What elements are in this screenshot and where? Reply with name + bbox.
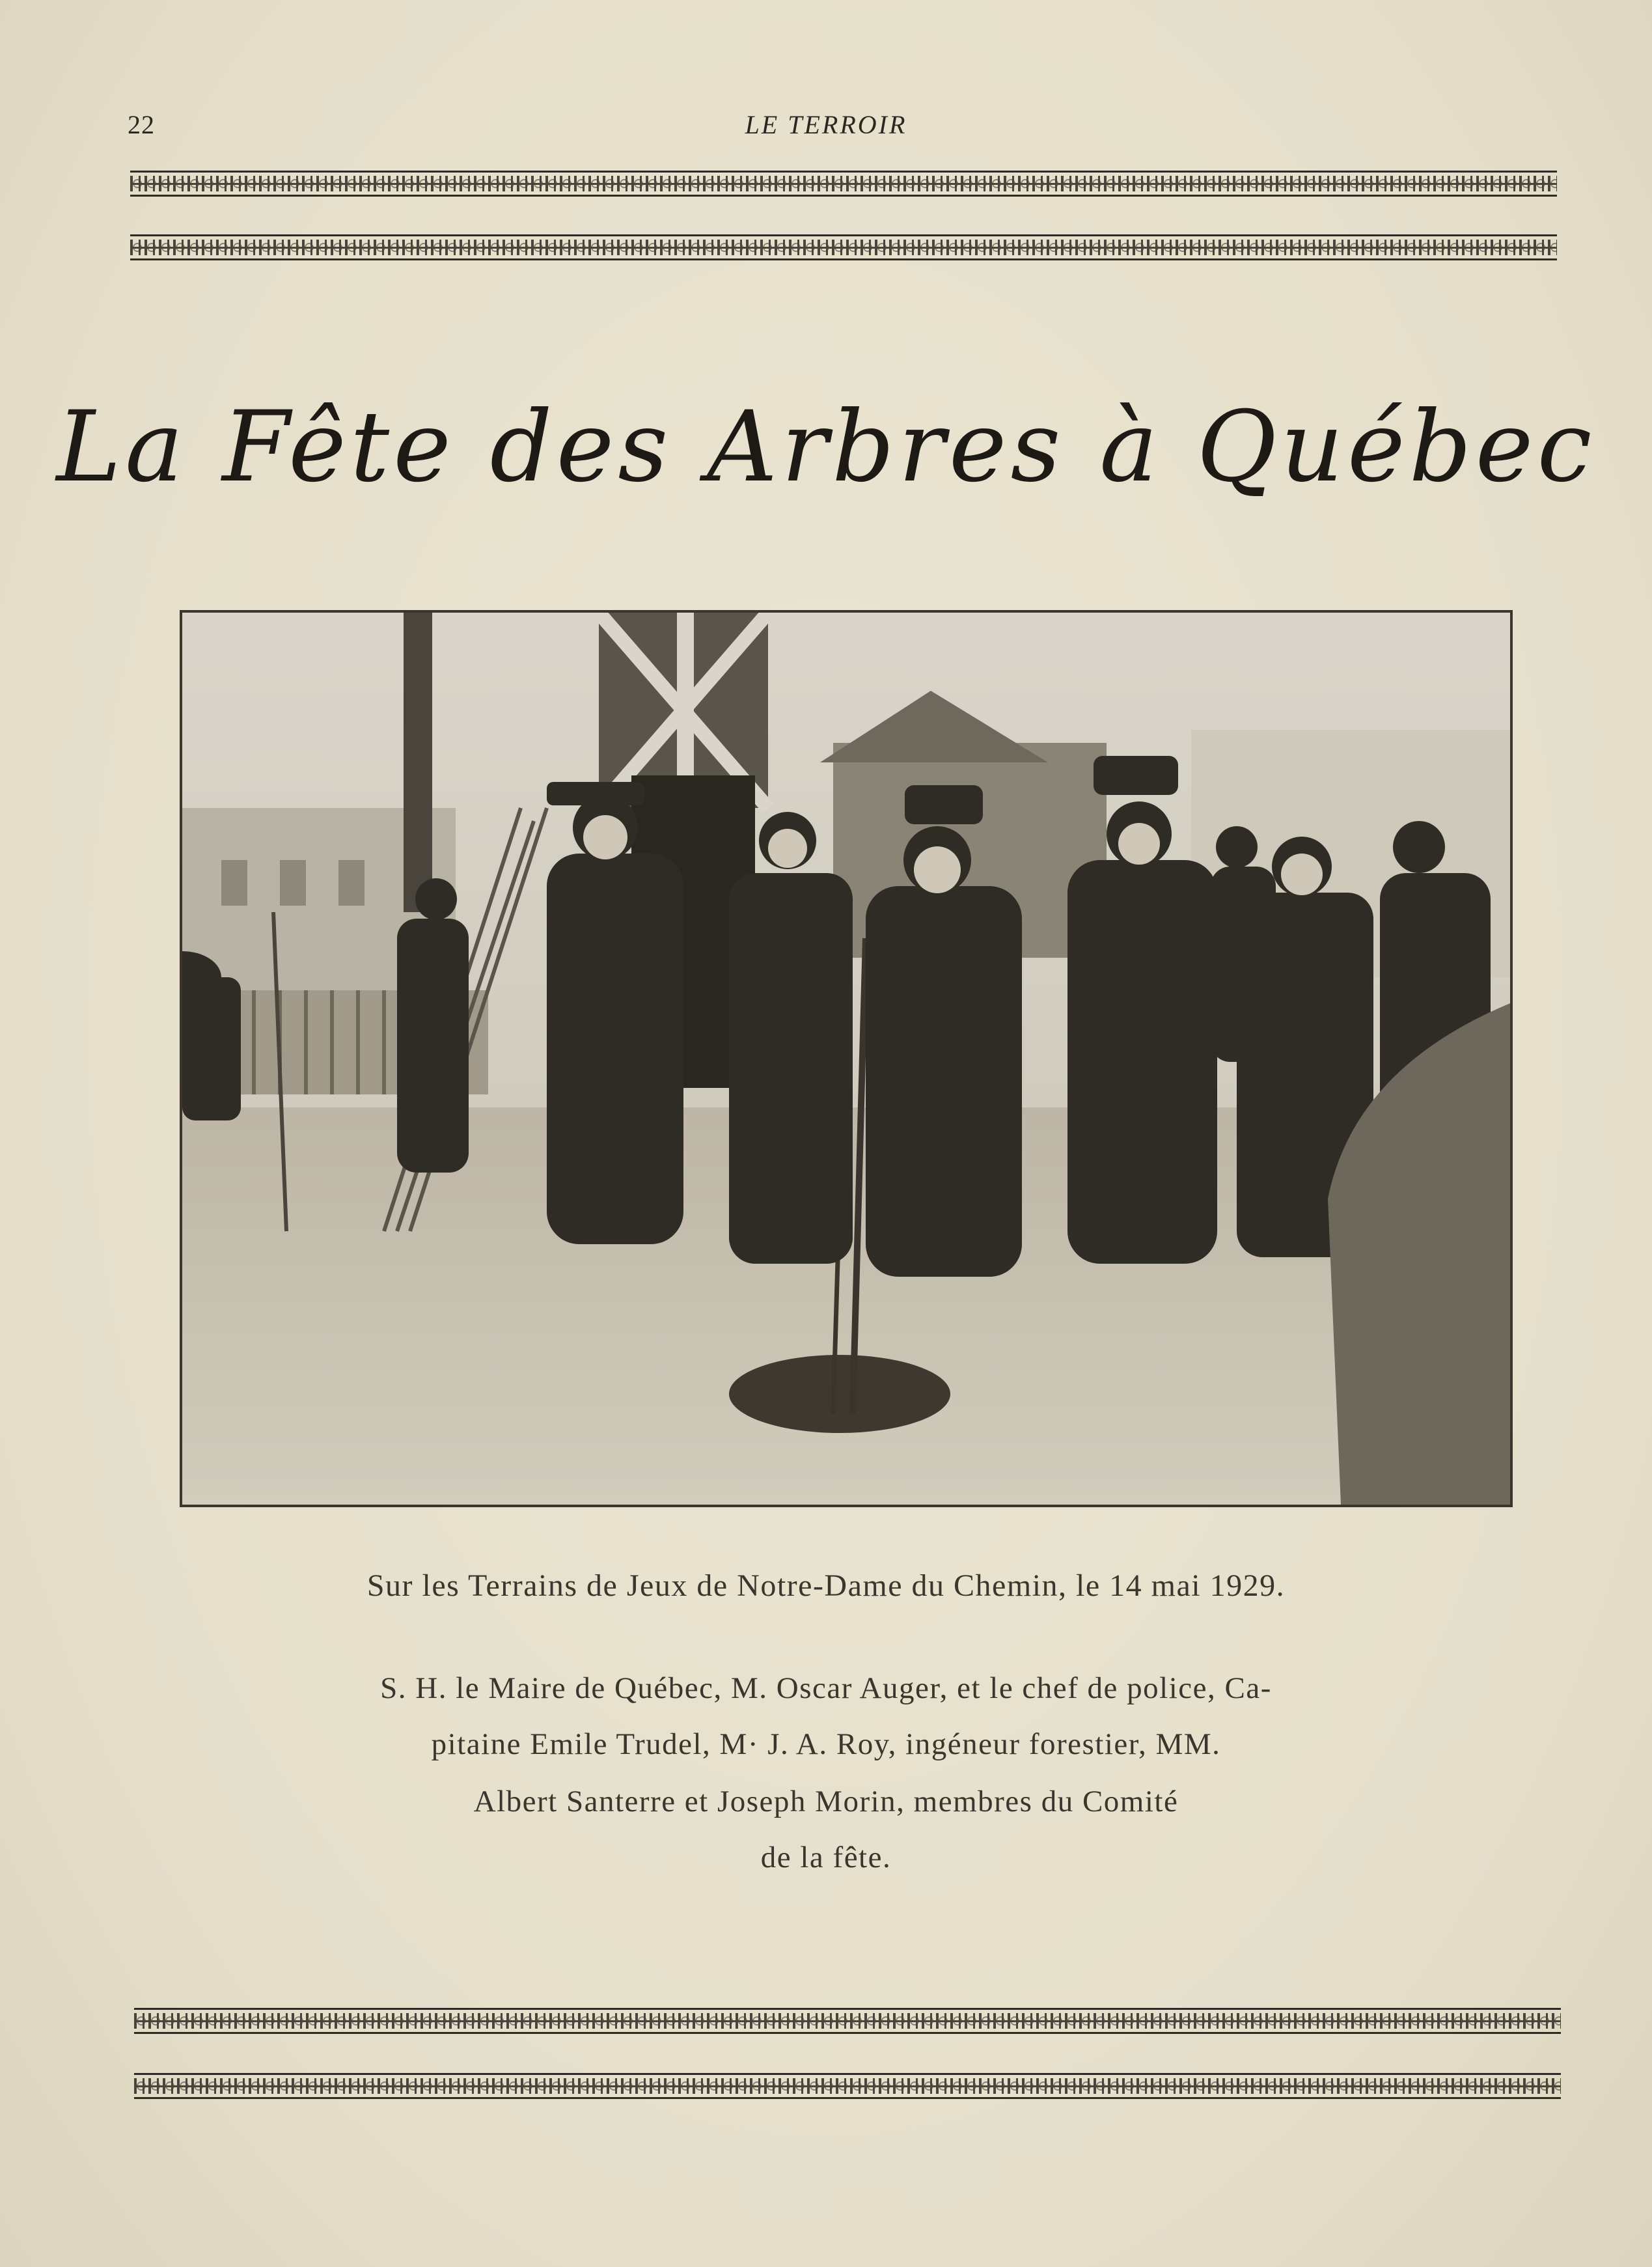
description-line-3: Albert Santerre et Joseph Morin, membres du Comité: [473, 1785, 1179, 1818]
photograph: [180, 610, 1513, 1507]
ornamental-border-bottom-2: [134, 2073, 1561, 2099]
ornamental-border-top-1: [130, 171, 1557, 197]
description-line-2: pitaine Emile Trudel, M· J. A. Roy, ingéneur forestier, MM.: [431, 1727, 1221, 1761]
ornamental-border-bottom-1: [134, 2008, 1561, 2034]
photo-caption: Sur les Terrains de Jeux de Notre-Dame du Chemin, le 14 mai 1929.: [366, 1568, 1286, 1603]
running-head: LE TERROIR: [745, 110, 907, 139]
ornamental-border-top-2: [130, 234, 1557, 260]
photograph-scene: [182, 613, 1510, 1505]
page-number: 22: [128, 110, 155, 139]
description-line-4: de la fête.: [760, 1841, 892, 1874]
description-line-1: S. H. le Maire de Québec, M. Oscar Auger, et le chef de police, Ca-: [380, 1671, 1272, 1705]
article-title: La Fête des Arbres à Québec: [56, 391, 1596, 504]
